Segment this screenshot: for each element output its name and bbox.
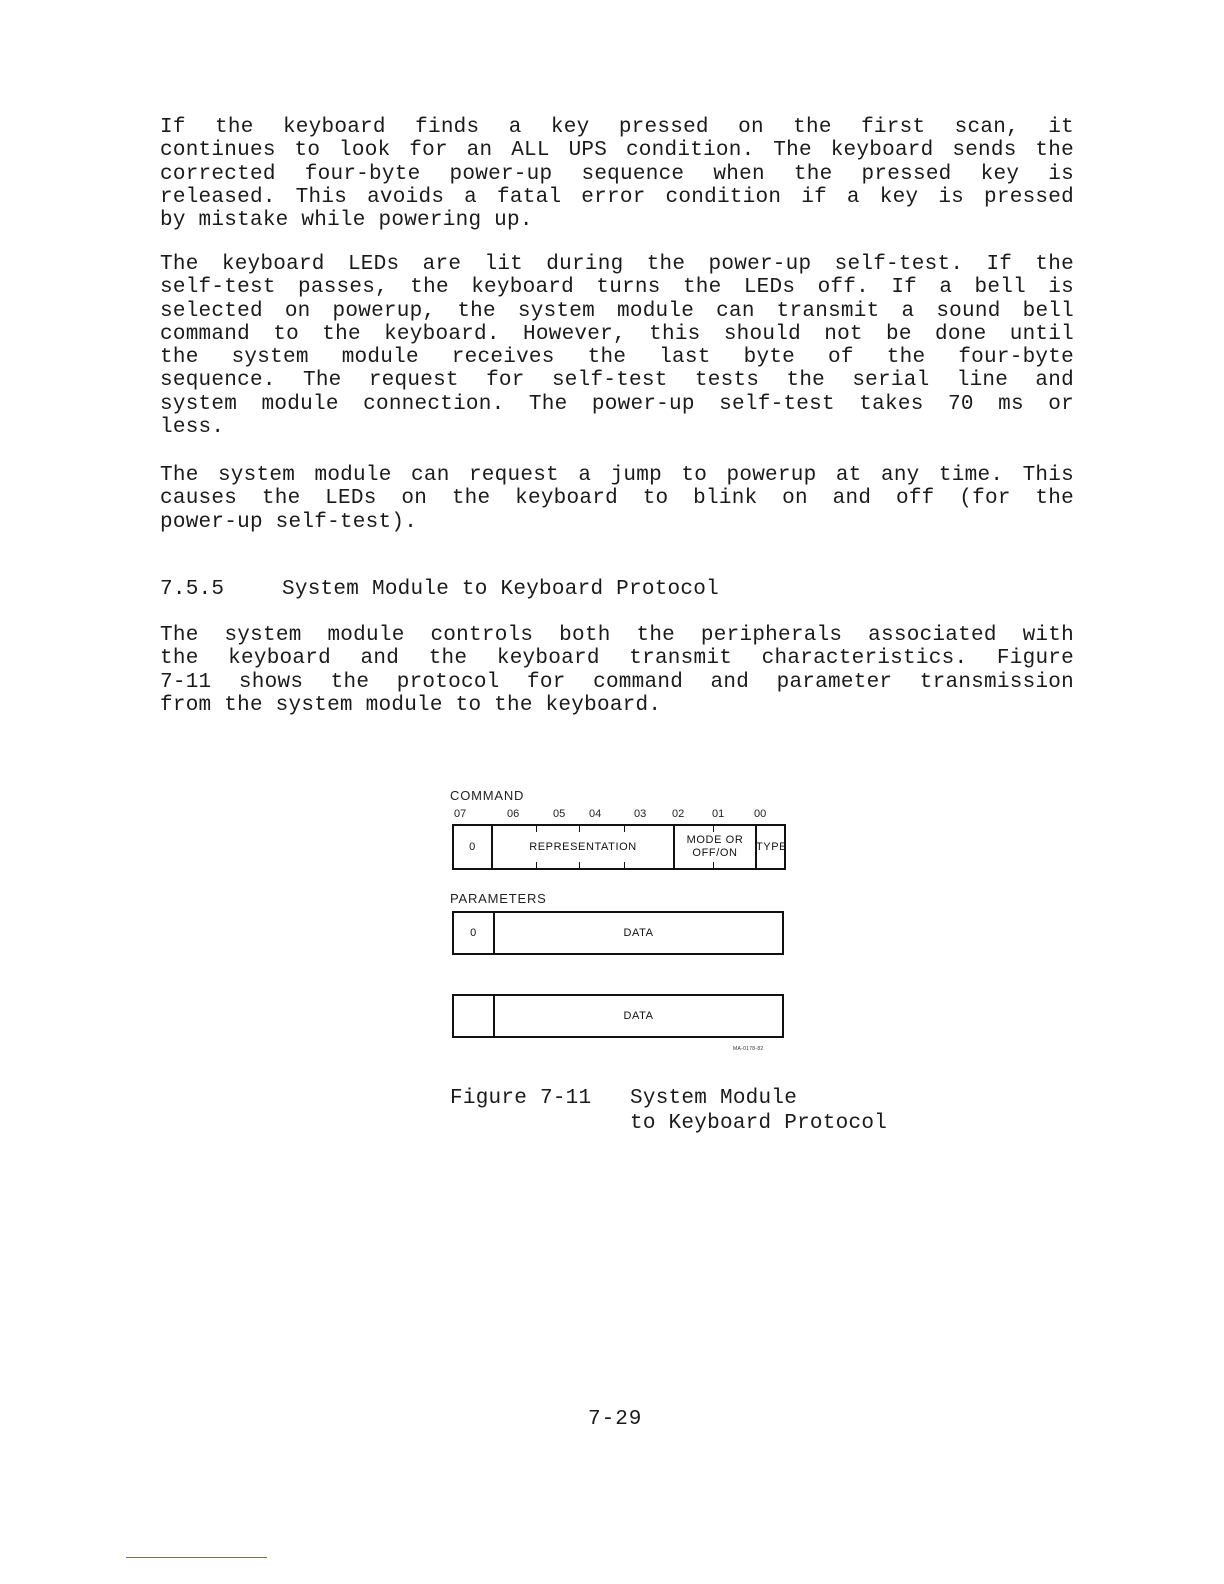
bit-number: 07 xyxy=(454,808,467,820)
bit-tick xyxy=(624,862,625,868)
paragraph-4 xyxy=(160,624,1074,717)
bit-number: 03 xyxy=(634,808,647,820)
text-line: corrected four-byte power-up sequence when the pressed key is xyxy=(160,162,1074,186)
page-number: 7-29 xyxy=(588,1408,643,1431)
paragraph-3 xyxy=(160,464,1074,534)
bit-number: 02 xyxy=(672,808,685,820)
text-line: the keyboard and the keyboard transmit characteristics. Figure xyxy=(160,647,1074,671)
figure-number: Figure 7-11 xyxy=(450,1087,592,1110)
text-line: system module connection. The power-up self-test takes 70 ms or xyxy=(160,392,1074,416)
figure-code: MA-0178-82 xyxy=(733,1046,764,1052)
type-cell: TYPE xyxy=(755,826,786,868)
bit-number: 01 xyxy=(712,808,725,820)
figure-caption xyxy=(450,1086,887,1136)
command-label: COMMAND xyxy=(450,788,525,803)
paragraph-2 xyxy=(160,253,1074,439)
command-byte-box xyxy=(452,824,786,870)
parameter-byte-1 xyxy=(452,911,784,955)
text-line: less. xyxy=(160,416,225,440)
text-line: from the system module to the keyboard. xyxy=(160,693,662,717)
parameter-byte-2 xyxy=(452,994,784,1038)
text-line: selected on powerup, the system module can transmit a sound bell xyxy=(160,299,1074,323)
text-line: by mistake while powering up. xyxy=(160,209,533,233)
section-number: 7.5.5 xyxy=(160,578,225,601)
text-line: causes the LEDs on the keyboard to blink on and off (for the xyxy=(160,487,1074,511)
text-line: released. This avoids a fatal error condition if a key is pressed xyxy=(160,185,1074,209)
bit-tick xyxy=(536,826,537,832)
text-line: 7-11 shows the protocol for command and parameter transmission xyxy=(160,670,1074,694)
section-title: System Module to Keyboard Protocol xyxy=(282,578,719,601)
text-line: sequence. The request for self-test tests the serial line and xyxy=(160,369,1074,393)
text-line: self-test passes, the keyboard turns the LEDs off. If a bell is xyxy=(160,276,1074,300)
param2-bit7-cell xyxy=(454,996,493,1036)
caption-line-2: to Keyboard Protocol xyxy=(630,1112,888,1135)
paragraph-1 xyxy=(160,116,1074,232)
bit-tick xyxy=(536,862,537,868)
bit-tick xyxy=(713,862,714,868)
section-heading xyxy=(160,578,719,601)
caption-line-1: System Module xyxy=(630,1087,798,1110)
text-line: continues to look for an ALL UPS condition. The keyboard sends the xyxy=(160,139,1074,163)
parameters-label: PARAMETERS xyxy=(450,891,547,906)
param2-data-cell: DATA xyxy=(493,996,782,1036)
text-line: The keyboard LEDs are lit during the power-up self-test. If the xyxy=(160,253,1074,276)
text-line: the system module receives the last byte of the four-byte xyxy=(160,346,1074,370)
text-line: The system module controls both the peripherals associated with xyxy=(160,624,1074,647)
text-line: The system module can request a jump to powerup at any time. This xyxy=(160,464,1074,487)
param1-data-cell: DATA xyxy=(493,913,782,953)
bit-number: 06 xyxy=(507,808,520,820)
footer-rule xyxy=(126,1557,267,1558)
bit-tick xyxy=(624,826,625,832)
text-line: command to the keyboard. However, this should not be done until xyxy=(160,322,1074,346)
bit-number: 00 xyxy=(754,808,767,820)
bit-tick xyxy=(579,862,580,868)
text-line: power-up self-test). xyxy=(160,510,418,534)
text-line: If the keyboard finds a key pressed on the first scan, it xyxy=(160,116,1074,139)
mode-label-line1: MODE OR xyxy=(686,834,744,846)
representation-cell: REPRESENTATION xyxy=(491,826,673,868)
mode-cell xyxy=(673,826,755,868)
command-bit7-cell: 0 xyxy=(469,840,476,853)
param1-bit7-cell: 0 xyxy=(470,926,477,939)
bit-number: 05 xyxy=(553,808,566,820)
protocol-diagram xyxy=(440,780,800,1060)
bit-tick xyxy=(713,826,714,832)
mode-label-line2: OFF/ON xyxy=(692,847,738,859)
bit-tick xyxy=(579,826,580,832)
bit-number: 04 xyxy=(589,808,602,820)
